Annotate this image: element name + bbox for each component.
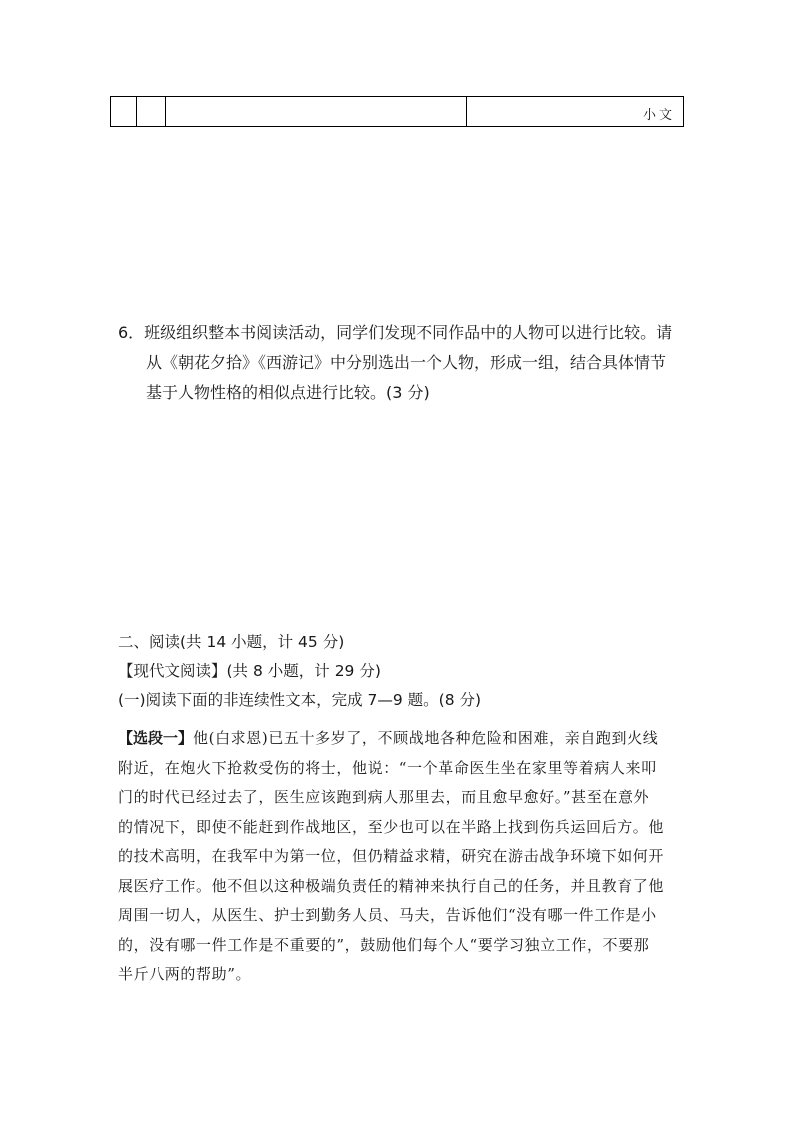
question-6-line-2: 从《朝花夕拾》《西游记》中分别选出一个人物，形成一组，结合具体情节	[146, 353, 667, 372]
section-subheading: 【现代文阅读】(共 8 小题，计 29 分)	[118, 662, 381, 680]
answer-table-fragment	[110, 96, 684, 127]
passage-line: 的，没有哪一件工作是不重要的”，鼓励他们每个人“要学习独立工作，不要那	[118, 935, 650, 954]
section-instruction: (一)阅读下面的非连续性文本，完成 7—9 题。(8 分)	[118, 691, 482, 709]
reading-passage	[118, 724, 684, 990]
question-6	[118, 318, 678, 408]
table-cell	[467, 97, 683, 126]
table-cell	[137, 97, 166, 126]
passage-line: 附近，在炮火下抢救受伤的将士，他说：“一个革命医生坐在家里等着病人来叩	[118, 758, 657, 777]
passage-line: 半斤八两的帮助”。	[118, 965, 252, 983]
passage-line: 周围一切人，从医生、护士到勤务人员、马夫，告诉他们“没有哪一件工作是小	[118, 906, 657, 924]
question-6-line-1: 6．班级组织整本书阅读活动，同学们发现不同作品中的人物可以进行比较。请	[118, 323, 673, 342]
passage-line: 的情况下，即使不能赶到作战地区，至少也可以在半路上找到伤兵运回后方。他	[118, 817, 665, 836]
table-cell-text: 小文	[642, 108, 675, 123]
passage-first-line: 他(白求恩)已五十多岁了，不顾战地各种危险和困难，亲自跑到火线	[193, 729, 659, 747]
passage-line: 展医疗工作。他不但以这种极端负责任的精神来执行自己的任务，并且教育了他	[118, 876, 665, 895]
question-6-line-3: 基于人物性格的相似点进行比较。(3 分)	[146, 383, 430, 402]
passage-line: 门的时代已经过去了，医生应该跑到病人那里去，而且愈早愈好。”甚至在意外	[118, 788, 650, 806]
section-two	[118, 628, 684, 715]
table-cell	[111, 97, 137, 126]
section-heading: 二、阅读(共 14 小题，计 45 分)	[118, 633, 345, 651]
table-cell	[166, 97, 467, 126]
passage-tag: 【选段一】	[118, 729, 194, 747]
passage-line	[118, 724, 684, 754]
passage-line: 的技术高明，在我军中为第一位，但仍精益求精，研究在游击战争环境下如何开	[118, 847, 665, 865]
